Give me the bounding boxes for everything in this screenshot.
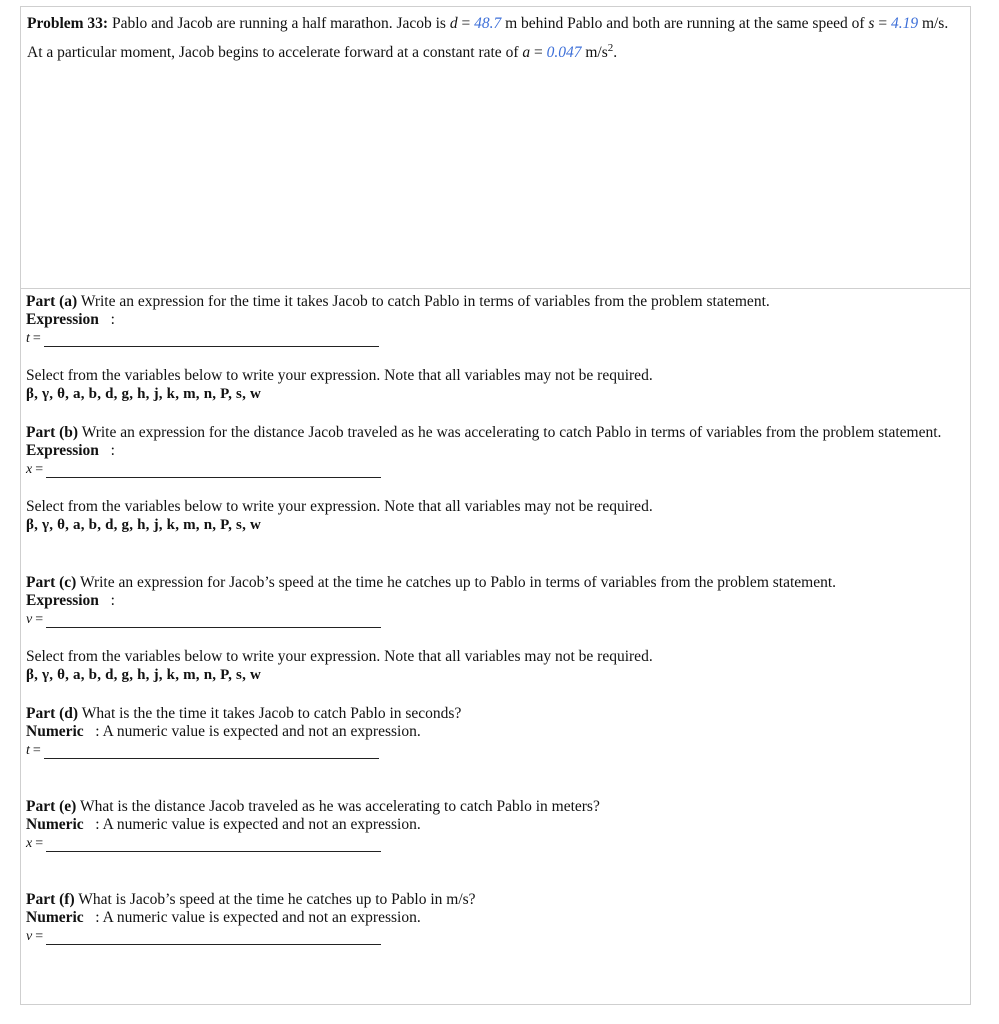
part-f-answer-eq: =	[35, 929, 44, 944]
parts-container	[20, 289, 971, 1005]
s-variable: s	[868, 15, 875, 32]
part-a	[26, 292, 960, 403]
problem-text-1: Pablo and Jacob are running a half marathon. Jacob is	[111, 15, 446, 32]
part-e-text: What is the distance Jacob traveled as he was accelerating to catch Pablo in meters?	[79, 798, 600, 815]
part-c	[26, 573, 960, 684]
part-d-type	[26, 723, 960, 741]
part-d-answer-var: t	[26, 743, 30, 758]
part-c-select-text: Select from the variables below to write your expression. Note that all variables may not be required.	[26, 648, 653, 665]
s-value: 4.19	[890, 15, 919, 32]
part-d	[26, 704, 960, 759]
part-d-text: What is the the time it takes Jacob to catch Pablo in seconds?	[81, 705, 462, 722]
part-d-type-label: Numeric	[26, 723, 84, 740]
part-c-type-label: Expression	[26, 592, 99, 609]
part-f-type	[26, 909, 960, 927]
part-a-select-text: Select from the variables below to write your expression. Note that all variables may not be required.	[26, 367, 653, 384]
part-e-answer-var: x	[26, 836, 33, 851]
part-f-answer	[26, 927, 960, 945]
part-b-answer-field[interactable]	[46, 463, 381, 478]
part-a-answer-eq: =	[32, 331, 41, 346]
problem-text-4: m/s	[585, 44, 608, 62]
part-b-type-label: Expression	[26, 442, 99, 459]
part-f-question	[26, 890, 960, 909]
part-f-text: What is Jacob’s speed at the time he catches up to Pablo in m/s?	[78, 891, 476, 908]
part-e-question	[26, 797, 960, 816]
part-e-answer	[26, 834, 960, 852]
part-d-type-note: : A numeric value is expected and not an expression.	[95, 723, 421, 740]
part-b	[26, 423, 960, 534]
part-c-answer-var: v	[26, 612, 33, 627]
part-e-type-label: Numeric	[26, 816, 84, 833]
part-b-answer-eq: =	[35, 462, 44, 477]
part-b-answer	[26, 460, 960, 478]
part-a-text: Write an expression for the time it takes Jacob to catch Pablo in terms of variables from the problem statement.	[80, 293, 770, 310]
part-c-answer-eq: =	[35, 612, 44, 627]
part-d-question	[26, 704, 960, 723]
problem-statement: Problem 33: Pablo and Jacob are running a half marathon. Jacob is d = 48.7 m behind Pablo and both are running at the same speed of s = 4.19 m/s. At a particular moment, Jacob begins to accelerate forward at a constant rate of a = 0.047 $m/s^2$.	[20, 6, 971, 289]
part-e-type-note: : A numeric value is expected and not an expression.	[95, 816, 421, 833]
part-a-answer-field[interactable]	[44, 332, 379, 347]
part-e-type	[26, 816, 960, 834]
part-a-type-note: :	[110, 311, 115, 328]
part-d-label: Part (d)	[26, 705, 79, 722]
a-variable: a	[522, 44, 531, 62]
part-b-type-note: :	[110, 442, 115, 459]
problem-text-3: m/s. At a particular moment, Jacob begins to accelerate forward at a constant rate of	[27, 15, 949, 62]
part-c-question	[26, 573, 960, 592]
a-value: 0.047	[546, 44, 582, 62]
part-d-answer	[26, 741, 960, 759]
part-f-type-label: Numeric	[26, 909, 84, 926]
part-e-label: Part (e)	[26, 798, 77, 815]
part-a-question	[26, 292, 960, 311]
part-b-text: Write an expression for the distance Jacob traveled as he was accelerating to catch Pablo in terms of variables from the problem statement.	[81, 424, 942, 441]
part-f-answer-field[interactable]	[46, 930, 381, 945]
part-b-question	[26, 423, 960, 442]
part-a-label: Part (a)	[26, 293, 78, 310]
part-e-answer-field[interactable]	[46, 837, 381, 852]
part-c-text: Write an expression for Jacob’s speed at the time he catches up to Pablo in terms of variables from the problem statement.	[79, 574, 837, 591]
part-a-type-label: Expression	[26, 311, 99, 328]
part-c-answer-field[interactable]	[46, 613, 381, 628]
part-c-type-note: :	[110, 592, 115, 609]
part-c-answer	[26, 610, 960, 628]
d-variable: d	[449, 15, 458, 32]
part-b-answer-var: x	[26, 462, 33, 477]
part-a-variables: β, γ, θ, a, b, d, g, h, j, k, m, n, P, s, w	[26, 386, 262, 402]
part-b-select-text: Select from the variables below to write your expression. Note that all variables may not be required.	[26, 498, 653, 515]
part-b-type	[26, 442, 960, 460]
part-e	[26, 797, 960, 852]
part-f-type-note: : A numeric value is expected and not an expression.	[95, 909, 421, 926]
part-e-answer-eq: =	[35, 836, 44, 851]
problem-label: Problem 33:	[27, 15, 109, 32]
part-a-answer-var: t	[26, 331, 30, 346]
part-c-type	[26, 592, 960, 610]
part-b-variables: β, γ, θ, a, b, d, g, h, j, k, m, n, P, s, w	[26, 517, 262, 533]
part-c-variables: β, γ, θ, a, b, d, g, h, j, k, m, n, P, s, w	[26, 667, 262, 683]
part-a-answer	[26, 329, 960, 347]
part-a-type	[26, 311, 960, 329]
part-f-answer-var: v	[26, 929, 33, 944]
problem-text-5: .	[613, 44, 618, 62]
part-b-label: Part (b)	[26, 424, 79, 441]
part-c-label: Part (c)	[26, 574, 77, 591]
unit-exponent: 2	[607, 42, 614, 54]
problem-text-2: m behind Pablo and both are running at the same speed of	[505, 15, 865, 32]
part-f	[26, 890, 960, 945]
part-d-answer-eq: =	[32, 743, 41, 758]
part-d-answer-field[interactable]	[44, 744, 379, 759]
part-f-label: Part (f)	[26, 891, 75, 908]
d-value: 48.7	[474, 15, 502, 32]
